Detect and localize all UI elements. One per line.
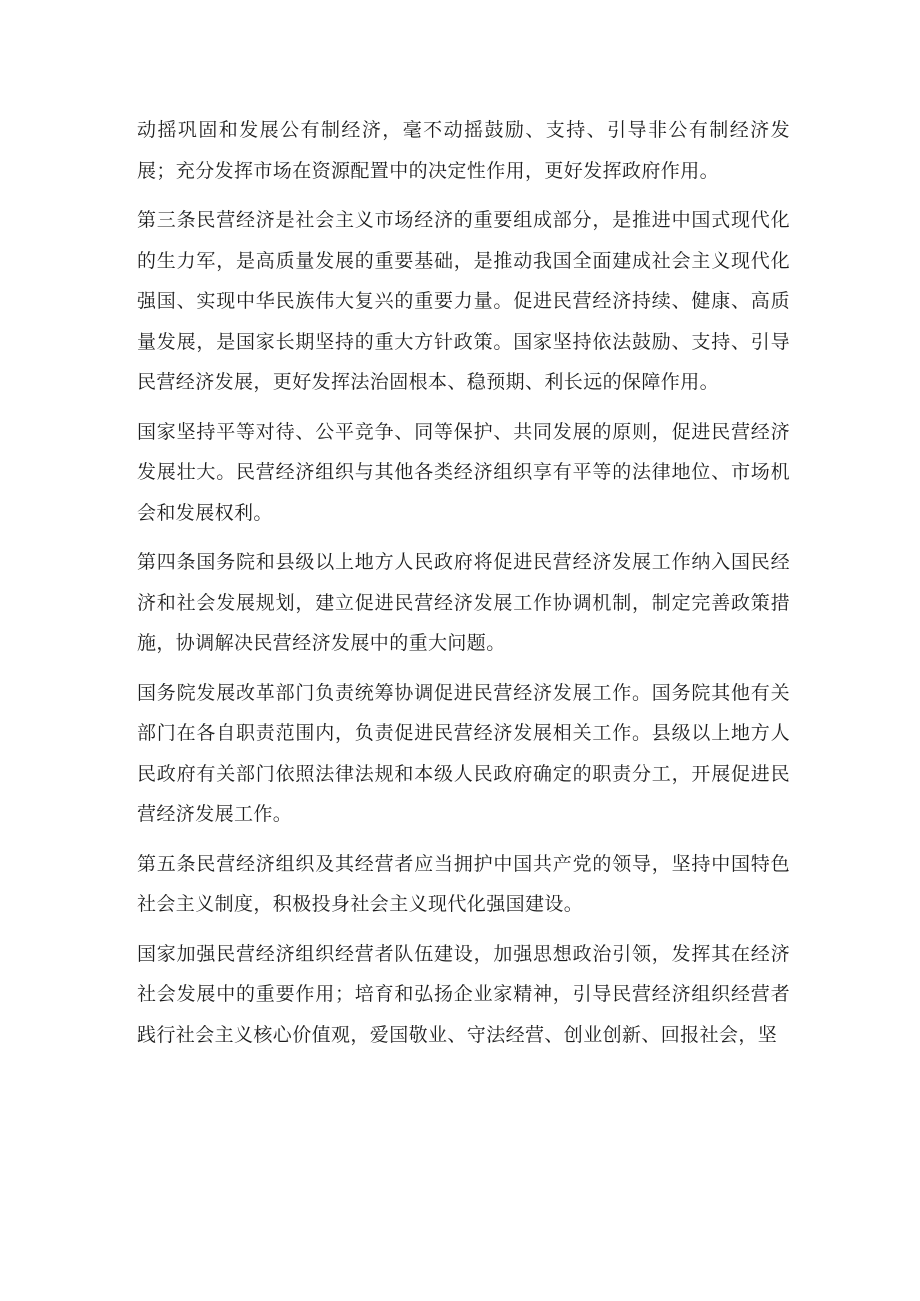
paragraph-7: 国家加强民营经济组织经营者队伍建设，加强思想政治引领，发挥其在经济社会发展中的重要作用；培育和弘扬企业家精神，引导民营经济组织经营者践行社会主义核心价值观，爱国敬业、守法经营、创业创新、回报社会，坚 xyxy=(137,942,790,1046)
paragraph-article-5: 第五条民营经济组织及其经营者应当拥护中国共产党的领导，坚持中国特色社会主义制度，积极投身社会主义现代化强国建设。 xyxy=(137,852,790,915)
paragraph-1: 动摇巩固和发展公有制经济，毫不动摇鼓励、支持、引导非公有制经济发展；充分发挥市场在资源配置中的决定性作用，更好发挥政府作用。 xyxy=(137,119,790,182)
paragraph-article-3: 第三条民营经济是社会主义市场经济的重要组成部分，是推进中国式现代化的生力军，是高质量发展的重要基础，是推动我国全面建成社会主义现代化强国、实现中华民族伟大复兴的重要力量。促进民营经济持续、健康、高质量发展，是国家长期坚持的重大方针政策。国家坚持依法鼓励、支持、引导民营经济发展，更好发挥法治固根本、稳预期、利长远的保障作用。 xyxy=(137,209,790,393)
document-body xyxy=(137,110,790,1055)
paragraph-5: 国务院发展改革部门负责统筹协调促进民营经济发展工作。国务院其他有关部门在各自职责范围内，负责促进民营经济发展相关工作。县级以上地方人民政府有关部门依照法律法规和本级人民政府确定的职责分工，开展促进民营经济发展工作。 xyxy=(137,681,790,825)
paragraph-3: 国家坚持平等对待、公平竞争、同等保护、共同发展的原则，促进民营经济发展壮大。民营经济组织与其他各类经济组织享有平等的法律地位、市场机会和发展权利。 xyxy=(137,420,790,524)
paragraph-article-4: 第四条国务院和县级以上地方人民政府将促进民营经济发展工作纳入国民经济和社会发展规划，建立促进民营经济发展工作协调机制，制定完善政策措施，协调解决民营经济发展中的重大问题。 xyxy=(137,551,790,654)
